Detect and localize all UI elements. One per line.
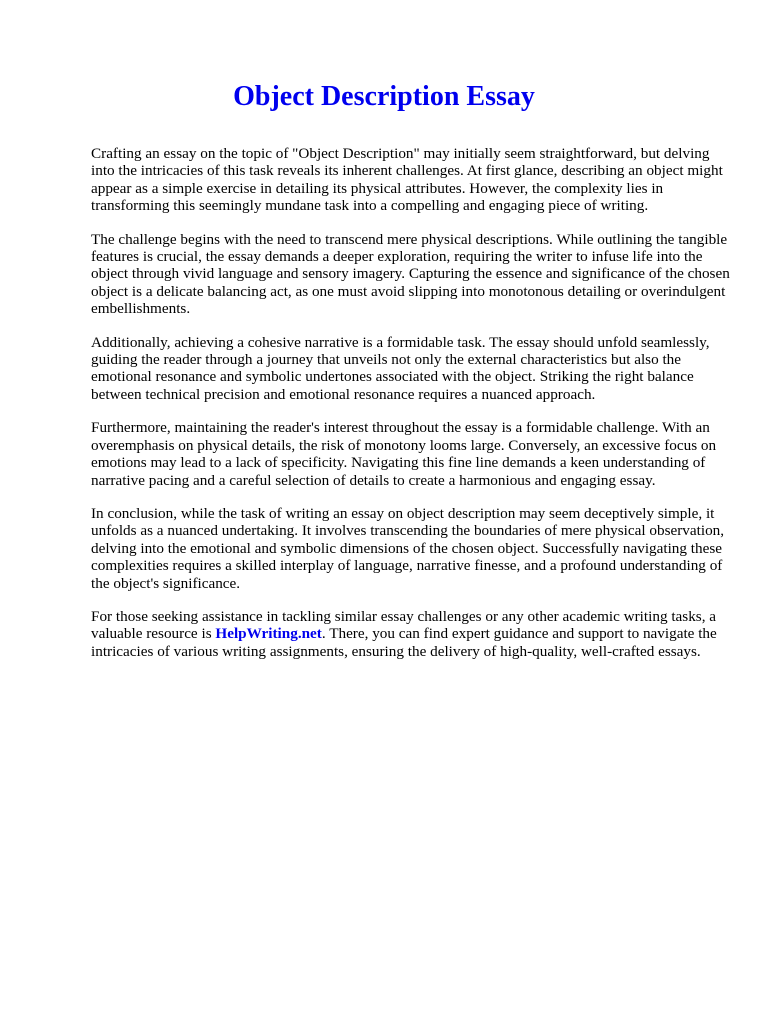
paragraph-4: Furthermore, maintaining the reader's interest throughout the essay is a formidable challenge. With an overemphasis on physical details, the risk of monotony looms large. Conversely, an excessive focus on emotions may lead to a lack of specificity. Navigating this fine line demands a keen understanding of narrative pacing and a careful selection of details to create a harmonious and engaging essay. bbox=[91, 419, 717, 489]
paragraph-1: Crafting an essay on the topic of "Object Description" may initially seem straightforward, but delving into the intricacies of this task reveals its inherent challenges. At first glance, describing an object might appear as a simple exercise in detailing its physical attributes. However, the complexity lies in transforming this seemingly mundane task into a compelling and engaging piece of writing. bbox=[91, 145, 723, 215]
paragraph-6 bbox=[91, 608, 731, 660]
essay-body bbox=[91, 145, 731, 676]
paragraph-3: Additionally, achieving a cohesive narrative is a formidable task. The essay should unfold seamlessly, guiding the reader through a journey that unveils not only the external characteristics but also the emotional resonance and symbolic undertones associated with the object. Striking the right balance between technical precision and emotional resonance requires a nuanced approach. bbox=[91, 333, 710, 403]
helpwriting-link[interactable]: HelpWriting.net bbox=[215, 625, 322, 643]
paragraph-6-intro: For those seeking assistance in tackling similar essay challenges or any other academic writing tasks, a valuable resource is bbox=[91, 607, 717, 643]
paragraph-6-outro: . There, you can find expert guidance and support to navigate the intricacies of various writing assignments, ensuring the delivery of high-quality, well-crafted essays. bbox=[91, 625, 717, 660]
paragraph-2: The challenge begins with the need to transcend mere physical descriptions. While outlining the tangible features is crucial, the essay demands a deeper exploration, requiring the writer to infuse life into the object through vivid language and sensory imagery. Capturing the essence and significance of the chosen object is a delicate balancing act, as one must avoid slipping into monotonous detailing or overindulgent embellishments. bbox=[91, 230, 730, 318]
page-title: Object Description Essay bbox=[233, 81, 535, 112]
paragraph-5: In conclusion, while the task of writing an essay on object description may seem deceptively simple, it unfolds as a nuanced undertaking. It involves transcending the boundaries of mere physical observation, delving into the emotional and symbolic dimensions of the chosen object. Successfully navigating these complexities requires a skilled interplay of language, narrative finesse, and a profound understanding of the object's significance. bbox=[91, 504, 725, 592]
